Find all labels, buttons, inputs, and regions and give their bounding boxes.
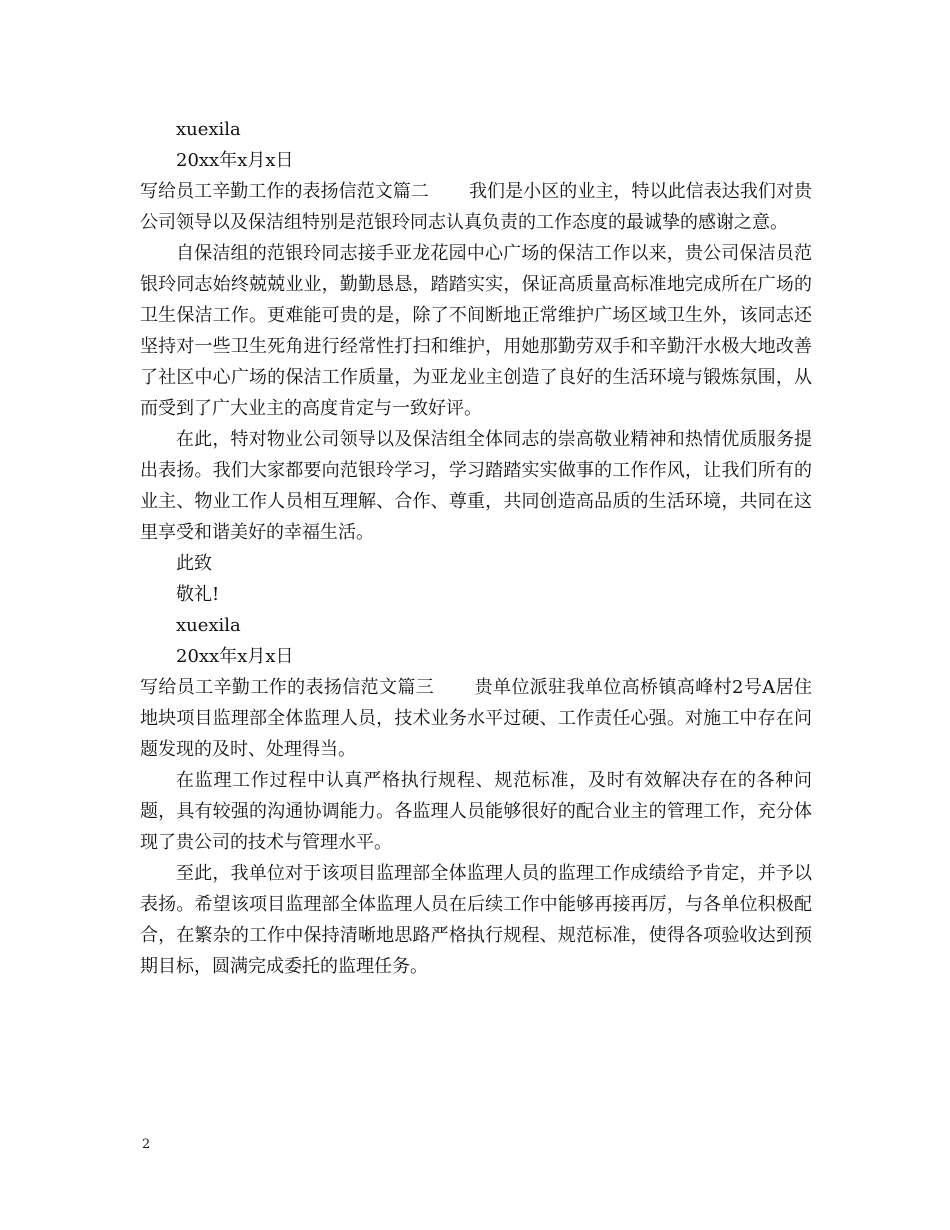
section-2-heading: 写给员工辛勤工作的表扬信范文篇二: [140, 181, 429, 202]
section-2-intro-paragraph: [140, 176, 812, 238]
section-3-intro-paragraph: [140, 672, 812, 765]
section-2-paragraph-2: 在此，特对物业公司领导以及保洁组全体同志的崇高敬业精神和热情优质服务提出表扬。我们大家都要向范银玲学习，学习踏踏实实做事的工作作风，让我们所有的业主、物业工作人员相互理解、合作、尊重，共同创造高品质的生活环境，共同在这里享受和谐美好的幸福生活。: [140, 429, 812, 543]
signature-date: 20xx年x月x日: [176, 150, 294, 171]
closing-regards: 敬礼!: [176, 584, 220, 605]
section-3-heading: 写给员工辛勤工作的表扬信范文篇三: [140, 677, 435, 698]
signature-date: 20xx年x月x日: [176, 646, 294, 667]
page-number: 2: [142, 1137, 151, 1152]
section-2-paragraph-1: 自保洁组的范银玲同志接手亚龙花园中心广场的保洁工作以来，贵公司保洁员范银玲同志始终兢兢业业，勤勤恳恳，踏踏实实，保证高质量高标准地完成所在广场的卫生保洁工作。更难能可贵的是，除了不间断地正常维护广场区域卫生外，该同志还坚持对一些卫生死角进行经常性打扫和维护，用她那勤劳双手和辛勤汗水极大地改善了社区中心广场的保洁工作质量，为亚龙业主创造了良好的生活环境与锻炼氛围，从而受到了广大业主的高度肯定与一致好评。: [140, 243, 812, 419]
document-content: [140, 114, 812, 982]
signature-name: xuexila: [176, 615, 241, 636]
section-3-paragraph-1: 在监理工作过程中认真严格执行规程、规范标准，及时有效解决存在的各种问题，具有较强的沟通协调能力。各监理人员能够很好的配合业主的管理工作，充分体现了贵公司的技术与管理水平。: [140, 770, 812, 853]
closing-salutation: 此致: [176, 553, 212, 574]
section-3-intro: 贵单位派驻我单位高桥镇高峰村2号A居住地块项目监理部全体监理人员，技术业务水平过硬、工作责任心强。对施工中存在问题发现的及时、处理得当。: [140, 677, 813, 760]
section-2-intro: 我们是小区的业主，特以此信表达我们对贵公司领导以及保洁组特别是范银玲同志认真负责的工作态度的最诚挚的感谢之意。: [140, 181, 813, 233]
section-3-paragraph-2: 至此，我单位对于该项目监理部全体监理人员的监理工作成绩给予肯定，并予以表扬。希望该项目监理部全体监理人员在后续工作中能够再接再厉，与各单位积极配合，在繁杂的工作中保持清晰地思路严格执行规程、规范标准，使得各项验收达到预期目标，圆满完成委托的监理任务。: [140, 863, 812, 977]
signature-name: xuexila: [176, 119, 241, 140]
